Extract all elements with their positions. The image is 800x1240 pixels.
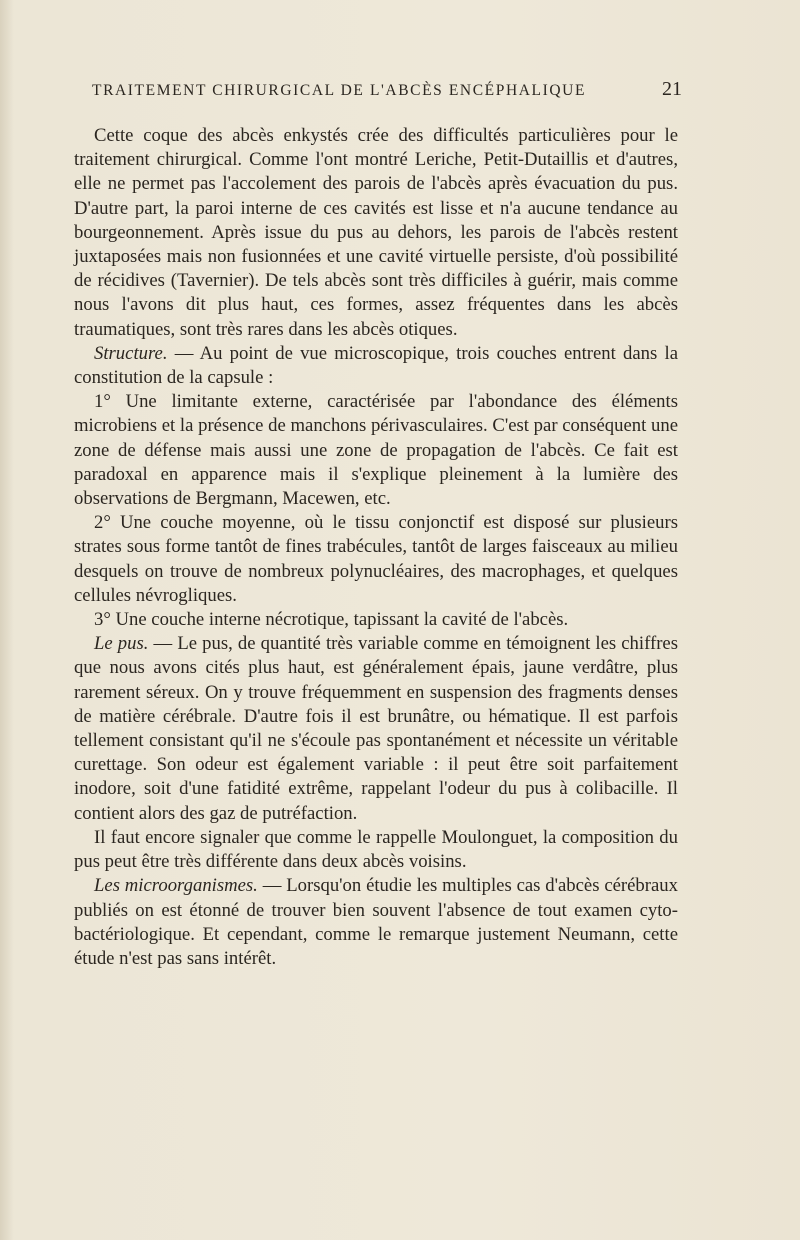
body-text [74, 124, 678, 971]
paragraph-text: — Au point de vue microscopique, trois couches entrent dans la constitution de la capsule : [74, 342, 678, 389]
paragraph-text: Cette coque des abcès enkystés crée des difficultés particulières pour le traitement chirurgical. Comme l'ont montré Leriche, Petit-Dutaillis et d'autres, elle ne permet pas l'accolement des parois de l'abcès après évacuation du pus. D'autre part, la paroi interne de ces cavités est lisse et n'a aucune tendance au bourgeonnement. Après issue du pus au dehors, les parois de l'abcès restent juxtaposées mais non fusionnées et une cavité virtuelle persiste, d'où possibilité de récidives (Tavernier). De tels abcès sont très difficiles à guérir, mais comme nous l'avons dit plus haut, ces formes, assez fréquentes dans les abcès traumatiques, sont très rares dans les abcès otiques. [74, 125, 678, 340]
paragraph-text: 1° Une limitante externe, caractérisée par l'abondance des éléments microbiens et la présence de manchons périvasculaires. C'est par conséquent une zone de défense mais aussi une zone de propagation de l'abcès. Ce fait est paradoxal en apparence mais il s'explique pleinement à la lumière des observations de Bergmann, Macewen, etc. [74, 391, 678, 510]
paragraph-text: — Le pus, de quantité très variable comme en témoignent les chiffres que nous avons cités plus haut, est généralement épais, jaune verdâtre, plus rarement séreux. On y trouve fréquemment en suspension des fragments denses de matière cérébrale. D'autre fois il est brunâtre, ou hématique. Il est parfois tellement consistant qu'il ne s'écoule pas spontanément et nécessite un véritable curettage. Son odeur est également variable : il peut être soit parfaitement inodore, soit d'une fatidité extrême, rappelant l'odeur du pus à colibacille. Il contient alors des gaz de putréfaction. [74, 633, 678, 824]
paragraph-text: 2° Une couche moyenne, où le tissu conjonctif est disposé sur plusieurs strates sous forme tantôt de fines trabécules, tantôt de larges faisceaux au milieu desquels on trouve de nombreux polynucléaires, des macrophages, et quelques cellules névrogliques. [74, 512, 678, 606]
paragraph-lead: Le pus. [94, 633, 149, 655]
paragraph-lead: Structure. [94, 342, 168, 364]
paragraph-text: — Lorsqu'on étudie les multiples cas d'abcès cérébraux publiés on est étonné de trouver bien souvent l'absence de tout examen cyto-bactériologique. Et cependant, comme le remarque justement Neumann, cette étude n'est pas sans intérêt. [74, 875, 678, 969]
page-number: 21 [662, 78, 682, 100]
paragraph [74, 608, 678, 632]
paragraph [74, 342, 678, 390]
paragraph [74, 874, 678, 971]
paragraph-lead: Les microorganismes. [94, 875, 258, 897]
page-header [92, 78, 682, 101]
paragraph-text: 3° Une couche interne nécrotique, tapissant la cavité de l'abcès. [94, 609, 569, 631]
paragraph-text: Il faut encore signaler que comme le rappelle Moulonguet, la composition du pus peut être très différente dans deux abcès voisins. [74, 826, 678, 873]
paragraph [74, 390, 678, 511]
running-title: TRAITEMENT CHIRURGICAL DE L'ABCÈS ENCÉPHALIQUE [92, 82, 587, 99]
paragraph [74, 826, 678, 874]
paragraph [74, 511, 678, 608]
paragraph [74, 124, 678, 342]
paragraph [74, 632, 678, 826]
